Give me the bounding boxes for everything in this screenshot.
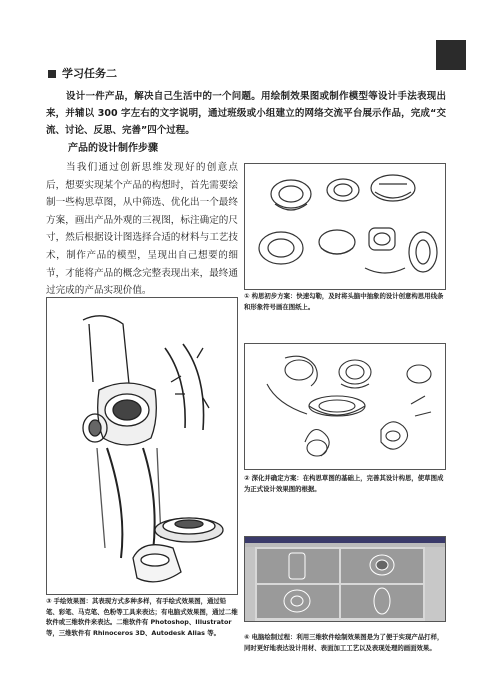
task-description: 设计一件产品，解决自己生活中的一个问题。用绘制效果图或制作模型等设计手法表现出来，并辅以 300 字左右的文字说明，通过班级或小组建立的网络交流平台展示作品，完成“交流、讨论、反思、完善”四个过程。	[46, 91, 446, 136]
refined-sketches-image	[245, 344, 445, 469]
section-title: 学习任务二	[62, 67, 117, 80]
watch-rendering-image	[47, 298, 237, 594]
figure-3-rendering	[46, 297, 238, 595]
figure-1-caption: ① 构思初步方案：快速勾勒，及时将头脑中抽象的设计创意构思用线条和形象符号画在图纸上。	[244, 292, 444, 311]
figure-2-sketch	[244, 343, 446, 470]
cad-window-image	[245, 537, 445, 621]
steps-paragraph: 当我们通过创新思维发现好的创意点后，想要实现某个产品的构想时，首先需要绘制一些构思草图，从中筛选、优化出一个最终方案，画出产品外观的三视图，标注确定的尺寸，然后根据设计图选择合适的材料与工艺技术，制作产品的模型，呈现出自己想要的细节，才能将产品的概念完整表现出来，最终通过完成的产品实现价值。	[46, 162, 238, 297]
figure-2-caption: ② 深化并确定方案：在构思草图的基础上，完善其设计构思，使草图成为正式设计效果图的根据。	[244, 474, 444, 493]
figure-3-caption: ③ 手绘效果图：其表现方式多种多样，有手绘式效果图，通过铅笔、彩笔、马克笔、色粉等工具来表达；有电脑式效果图，通过二维软件或三维软件来表达。二维软件有 Photoshop、Illustrator 等，三维软件有 Rhinoceros 3D、Autodesk Alias 等。	[46, 597, 238, 637]
figure-4-software-screenshot	[244, 536, 446, 622]
figure-1-sketch	[244, 163, 446, 290]
section-bullet-icon	[48, 70, 56, 78]
steps-title: 产品的设计制作步骤	[68, 143, 158, 154]
ring-sketches-image	[245, 164, 445, 289]
chapter-tab	[436, 40, 466, 70]
figure-4-caption: ④ 电脑绘制过程：利用三维软件绘制效果图是为了便于实现产品打样，同时更好地表达设计用材、表面加工工艺以及表现处理的画面效果。	[244, 633, 444, 652]
